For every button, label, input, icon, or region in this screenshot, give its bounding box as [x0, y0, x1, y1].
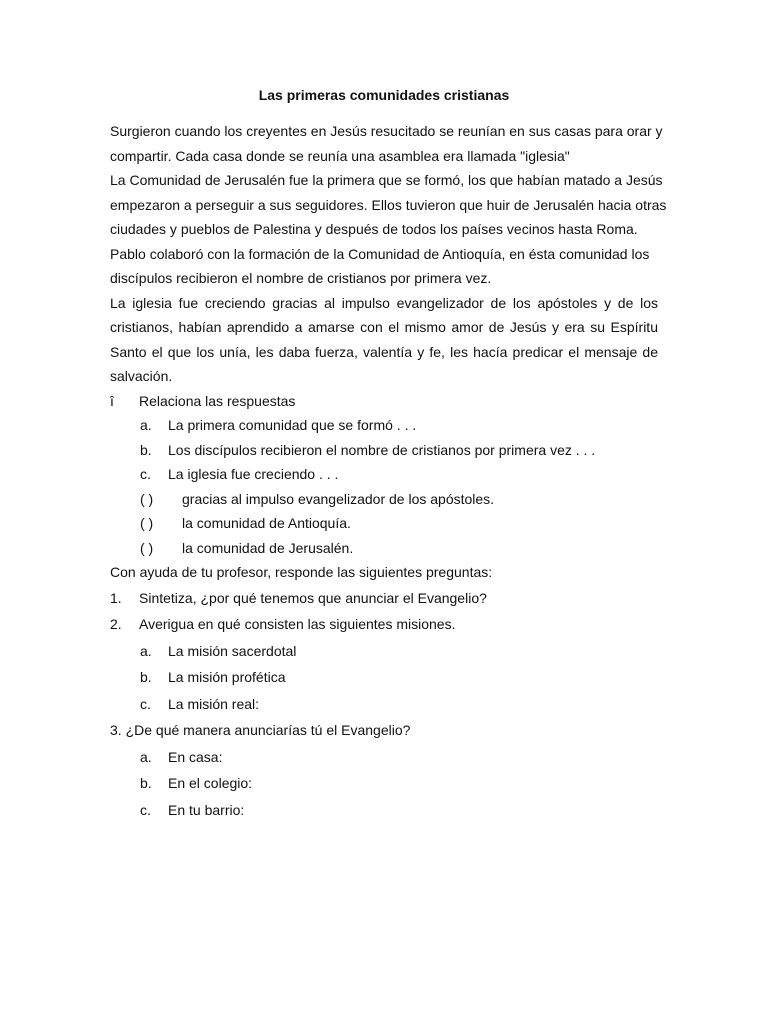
- list-item-text: En tu barrio:: [168, 801, 245, 818]
- activity2-intro: Con ayuda de tu profesor, responde las siguientes preguntas:: [110, 564, 493, 581]
- list-marker: a.: [140, 642, 152, 659]
- list-marker: b.: [140, 669, 152, 686]
- page-title: Las primeras comunidades cristianas: [258, 87, 510, 103]
- question-3: 3. ¿De qué manera anunciarías tú el Evangelio?: [110, 722, 411, 739]
- list-item: [110, 664, 658, 691]
- text-line: ciudades y pueblos de Palestina y después de todos los países vecinos hasta Roma.: [110, 221, 638, 237]
- text-line: empezaron a perseguir a sus seguidores. Ellos tuvieron que huir de Jerusalén hacia otras: [110, 196, 667, 213]
- activity1-heading: [110, 389, 658, 414]
- answer-blank[interactable]: ( ): [140, 515, 154, 532]
- document-body: [110, 119, 667, 823]
- question-text: Sintetiza, ¿por qué tenemos que anunciar el Evangelio?: [139, 589, 487, 606]
- list-item-text: La misión sacerdotal: [168, 642, 297, 659]
- question-number: 2.: [110, 616, 122, 633]
- question-text: Averigua en qué consisten las siguientes misiones.: [139, 616, 456, 633]
- text-line: salvación.: [110, 368, 173, 384]
- list-item-text: La primera comunidad que se formó . . .: [168, 417, 417, 434]
- list-item: [110, 744, 658, 771]
- list-item-text: En casa:: [168, 748, 223, 765]
- match-option-text: gracias al impulso evangelizador de los apóstoles.: [182, 490, 495, 507]
- match-option: [110, 536, 658, 561]
- text-line: discípulos recibieron el nombre de cristianos por primera vez.: [110, 270, 492, 286]
- paragraph-1: [110, 119, 663, 168]
- text-line: Pablo colaboró con la formación de la Comunidad de Antioquía, en ésta comunidad los: [110, 245, 650, 262]
- list-item: [110, 462, 658, 487]
- list-item: [110, 413, 658, 438]
- list-marker: a.: [140, 417, 152, 434]
- list-item-text: En el colegio:: [168, 775, 253, 792]
- list-marker: b.: [140, 441, 152, 458]
- list-item-text: La misión profética: [168, 669, 286, 686]
- paragraph-4: [110, 291, 658, 389]
- text-line: La Comunidad de Jerusalén fue la primera que se formó, los que habían matado a Jesús: [110, 172, 663, 188]
- list-item-text: La misión real:: [168, 695, 260, 712]
- text-line: Santo el que los unía, les daba fuerza, valentía y fe, les hacía predicar el mensaje de: [110, 343, 658, 360]
- text-line: cristianos, habían aprendido a amarse con el mismo amor de Jesús y era su Espíritu: [110, 319, 658, 335]
- activity1-heading-text: Relaciona las respuestas: [139, 392, 296, 409]
- list-marker: c.: [140, 695, 151, 712]
- list-item: [110, 638, 658, 665]
- match-option-text: la comunidad de Antioquía.: [182, 515, 351, 532]
- list-item-text: Los discípulos recibieron el nombre de cristianos por primera vez . . .: [168, 441, 596, 458]
- text-line: Surgieron cuando los creyentes en Jesús resucitado se reunían en sus casas para orar y: [110, 123, 663, 139]
- list-item: [110, 691, 658, 718]
- paragraph-2: [110, 168, 667, 242]
- question-number: 1.: [110, 589, 122, 606]
- bullet-icon: î: [110, 392, 114, 409]
- list-item: [110, 438, 658, 463]
- list-marker: b.: [140, 775, 152, 792]
- match-option: [110, 511, 658, 536]
- match-option: [110, 487, 658, 512]
- list-item: [110, 770, 658, 797]
- list-marker: a.: [140, 748, 152, 765]
- paragraph-3: [110, 242, 658, 291]
- list-marker: c.: [140, 466, 151, 483]
- match-option-text: la comunidad de Jerusalén.: [182, 539, 354, 556]
- text-line: compartir. Cada casa donde se reunía una asamblea era llamada "iglesia": [110, 147, 570, 164]
- answer-blank[interactable]: ( ): [140, 490, 154, 507]
- answer-blank[interactable]: ( ): [140, 539, 154, 556]
- list-item-text: La iglesia fue creciendo . . .: [168, 466, 339, 483]
- list-item: [110, 797, 658, 824]
- question-2: [110, 611, 658, 638]
- text-line: La iglesia fue creciendo gracias al impulso evangelizador de los apóstoles y de los: [110, 294, 658, 311]
- question-1: [110, 585, 658, 612]
- list-marker: c.: [140, 801, 151, 818]
